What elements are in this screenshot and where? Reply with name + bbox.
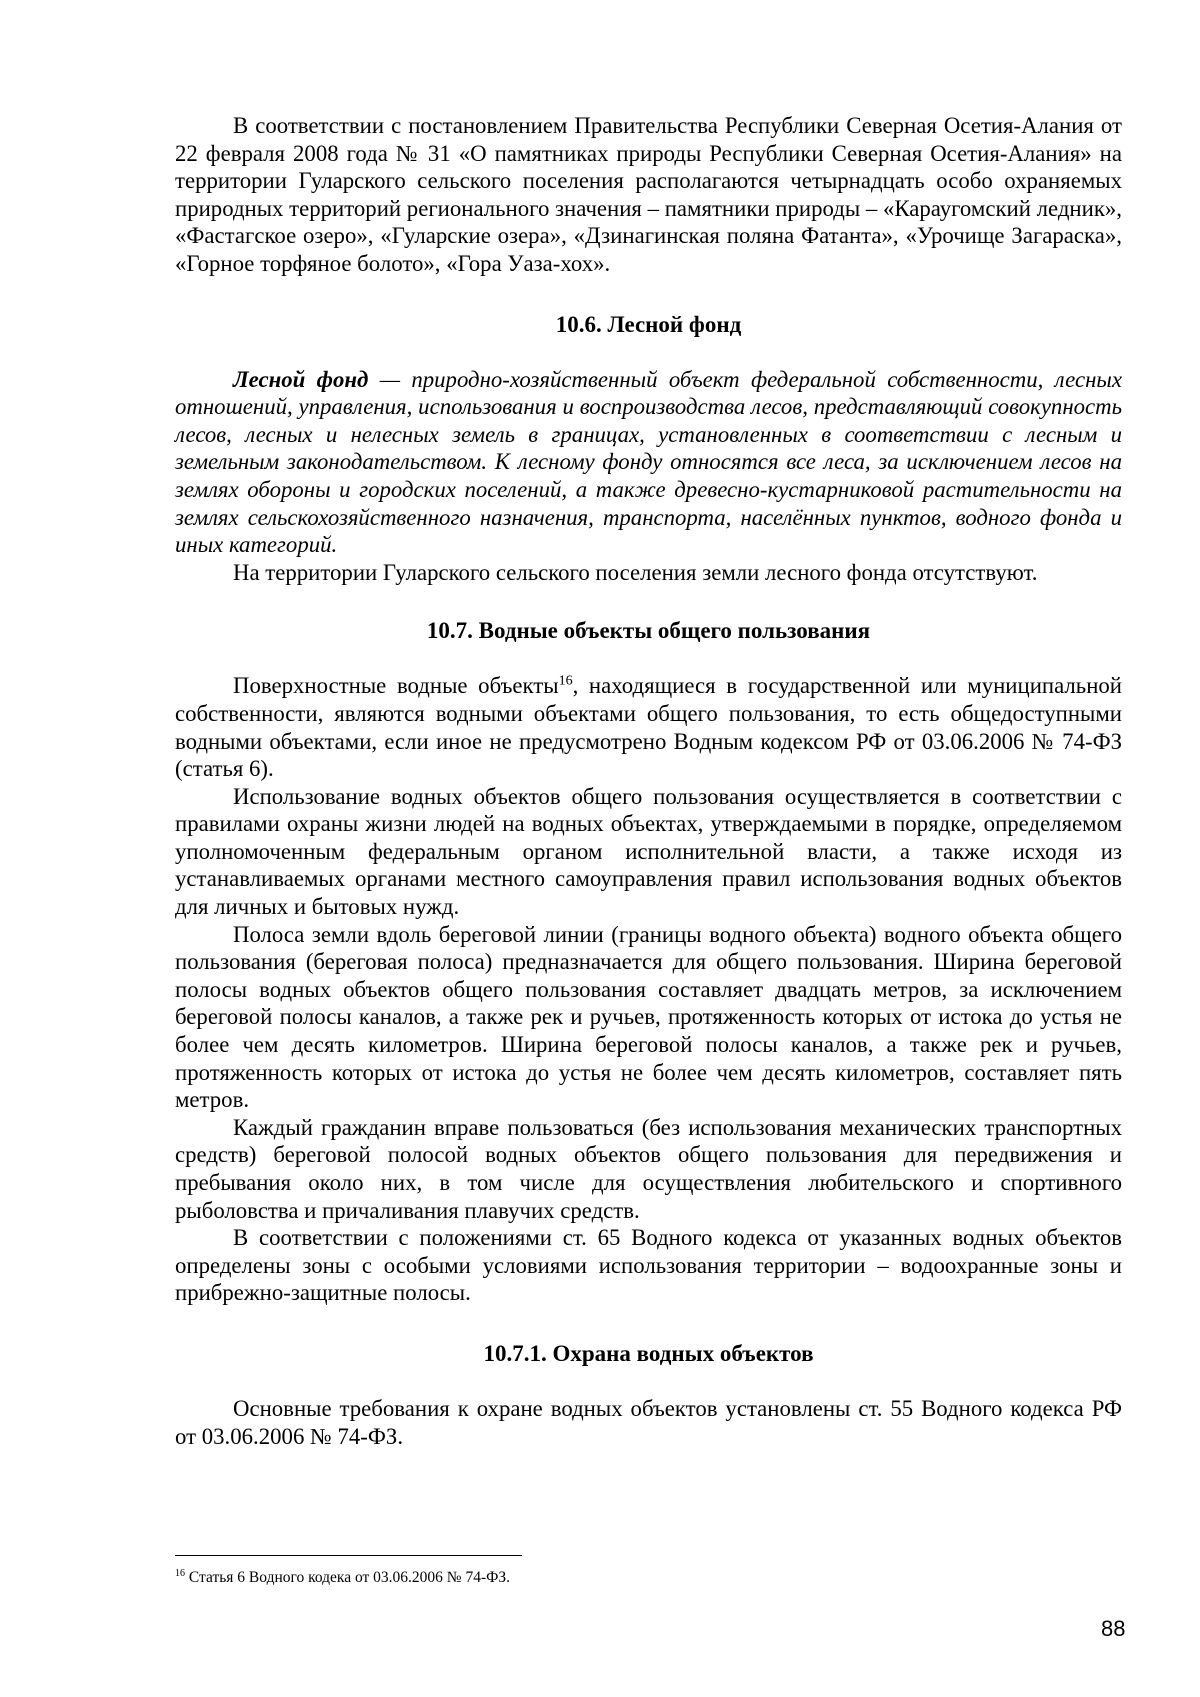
- section-heading-10-7: 10.7. Водные объекты общего пользования: [426, 618, 871, 644]
- footnote-divider: [175, 1555, 522, 1556]
- footnote: [175, 1569, 510, 1587]
- footnote-number: 16: [175, 1567, 185, 1579]
- document-page: [175, 112, 1122, 1450]
- p1-rest: , находящиеся в государственной или муниципальной собственности, являются водными объектами общего пользования, то есть общедоступными водными объектами, если иное не предусмотрено Водным кодексом РФ от 03.06.2006 № 74-ФЗ (статья 6).: [175, 673, 1122, 782]
- forest-fund-definition: [175, 366, 1122, 559]
- forest-fund-paragraph: На территории Гуларского сельского поселения земли лесного фонда отсутствуют.: [233, 559, 1038, 585]
- definition-term: Лесной фонд: [233, 366, 369, 392]
- water-protection-paragraph: Основные требования к охране водных объектов установлены ст. 55 Водного кодекса РФ от 03.06.2006 № 74-ФЗ.: [175, 1395, 1122, 1449]
- water-objects-paragraph-4: Каждый гражданин вправе пользоваться (без использования механических транспортных средств) береговой полосой водных объектов общего пользования для передвижения и пребывания около них, в том числе для осуществления любительского и спортивного рыболовства и причаливания плавучих средств.: [175, 1114, 1122, 1223]
- footnote-ref[interactable]: 16: [558, 673, 573, 689]
- water-objects-paragraph-1: [175, 672, 1122, 782]
- water-objects-paragraph-5: В соответствии с положениями ст. 65 Водного кодекса от указанных водных объектов определены зоны с особыми условиями использования территории – водоохранные зоны и прибрежно-защитные полосы.: [175, 1225, 1122, 1306]
- section-heading-10-6: 10.6. Лесной фонд: [555, 311, 742, 337]
- page-number: 88: [1101, 1616, 1126, 1641]
- intro-paragraph: В соответствии с постановлением Правительства Республики Северная Осетия-Алания от 22 февраля 2008 года № 31 «О памятниках природы Республики Северная Осетия-Алания» на территории Гуларского сельского поселения располагаются четырнадцать особо охраняемых природных территорий регионального значения – памятники природы – «Караугомский ледник», «Фастагское озеро», «Гуларские озера», «Дзинагинская поляна Фатанта», «Урочище Загараска», «Горное торфяное болото», «Гора Уаза-хох».: [175, 113, 1122, 276]
- definition-text: — природно-хозяйственный объект федеральной собственности, лесных отношений, управления, использования и воспроизводства лесов, представляющий совокупность лесов, лесных и нелесных земель в границах, установленных в соответствии с лесным и земельным законодательством. К лесному фонду относятся все леса, за исключением лесов на землях обороны и городских поселений, а также древесно-кустарниковой растительности на землях сельскохозяйственного назначения, транспорта, населённых пунктов, водного фонда и иных категорий.: [175, 366, 1122, 558]
- section-heading-10-7-1: 10.7.1. Охрана водных объектов: [483, 1340, 814, 1366]
- footnote-text: Статья 6 Водного кодека от 03.06.2006 № 74-ФЗ.: [185, 1569, 510, 1586]
- water-objects-paragraph-2: Использование водных объектов общего пользования осуществляется в соответствии с правилами охраны жизни людей на водных объектах, утверждаемыми в порядке, определяемом уполномоченным федеральным органом исполнительной власти, а также исходя из устанавливаемых органами местного самоуправления правил использования водных объектов для личных и бытовых нужд.: [175, 783, 1122, 920]
- p1-start: Поверхностные водные объекты: [233, 673, 559, 699]
- water-objects-paragraph-3: Полоса земли вдоль береговой линии (границы водного объекта) водного объекта общего пользования (береговая полоса) предназначается для общего пользования. Ширина береговой полосы водных объектов общего пользования составляет двадцать метров, за исключением береговой полосы каналов, а также рек и ручьев, протяженность которых от истока до устья не более чем десять километров. Ширина береговой полосы каналов, а также рек и ручьев, протяженность которых от истока до устья не более чем десять километров, составляет пять метров.: [175, 921, 1122, 1113]
